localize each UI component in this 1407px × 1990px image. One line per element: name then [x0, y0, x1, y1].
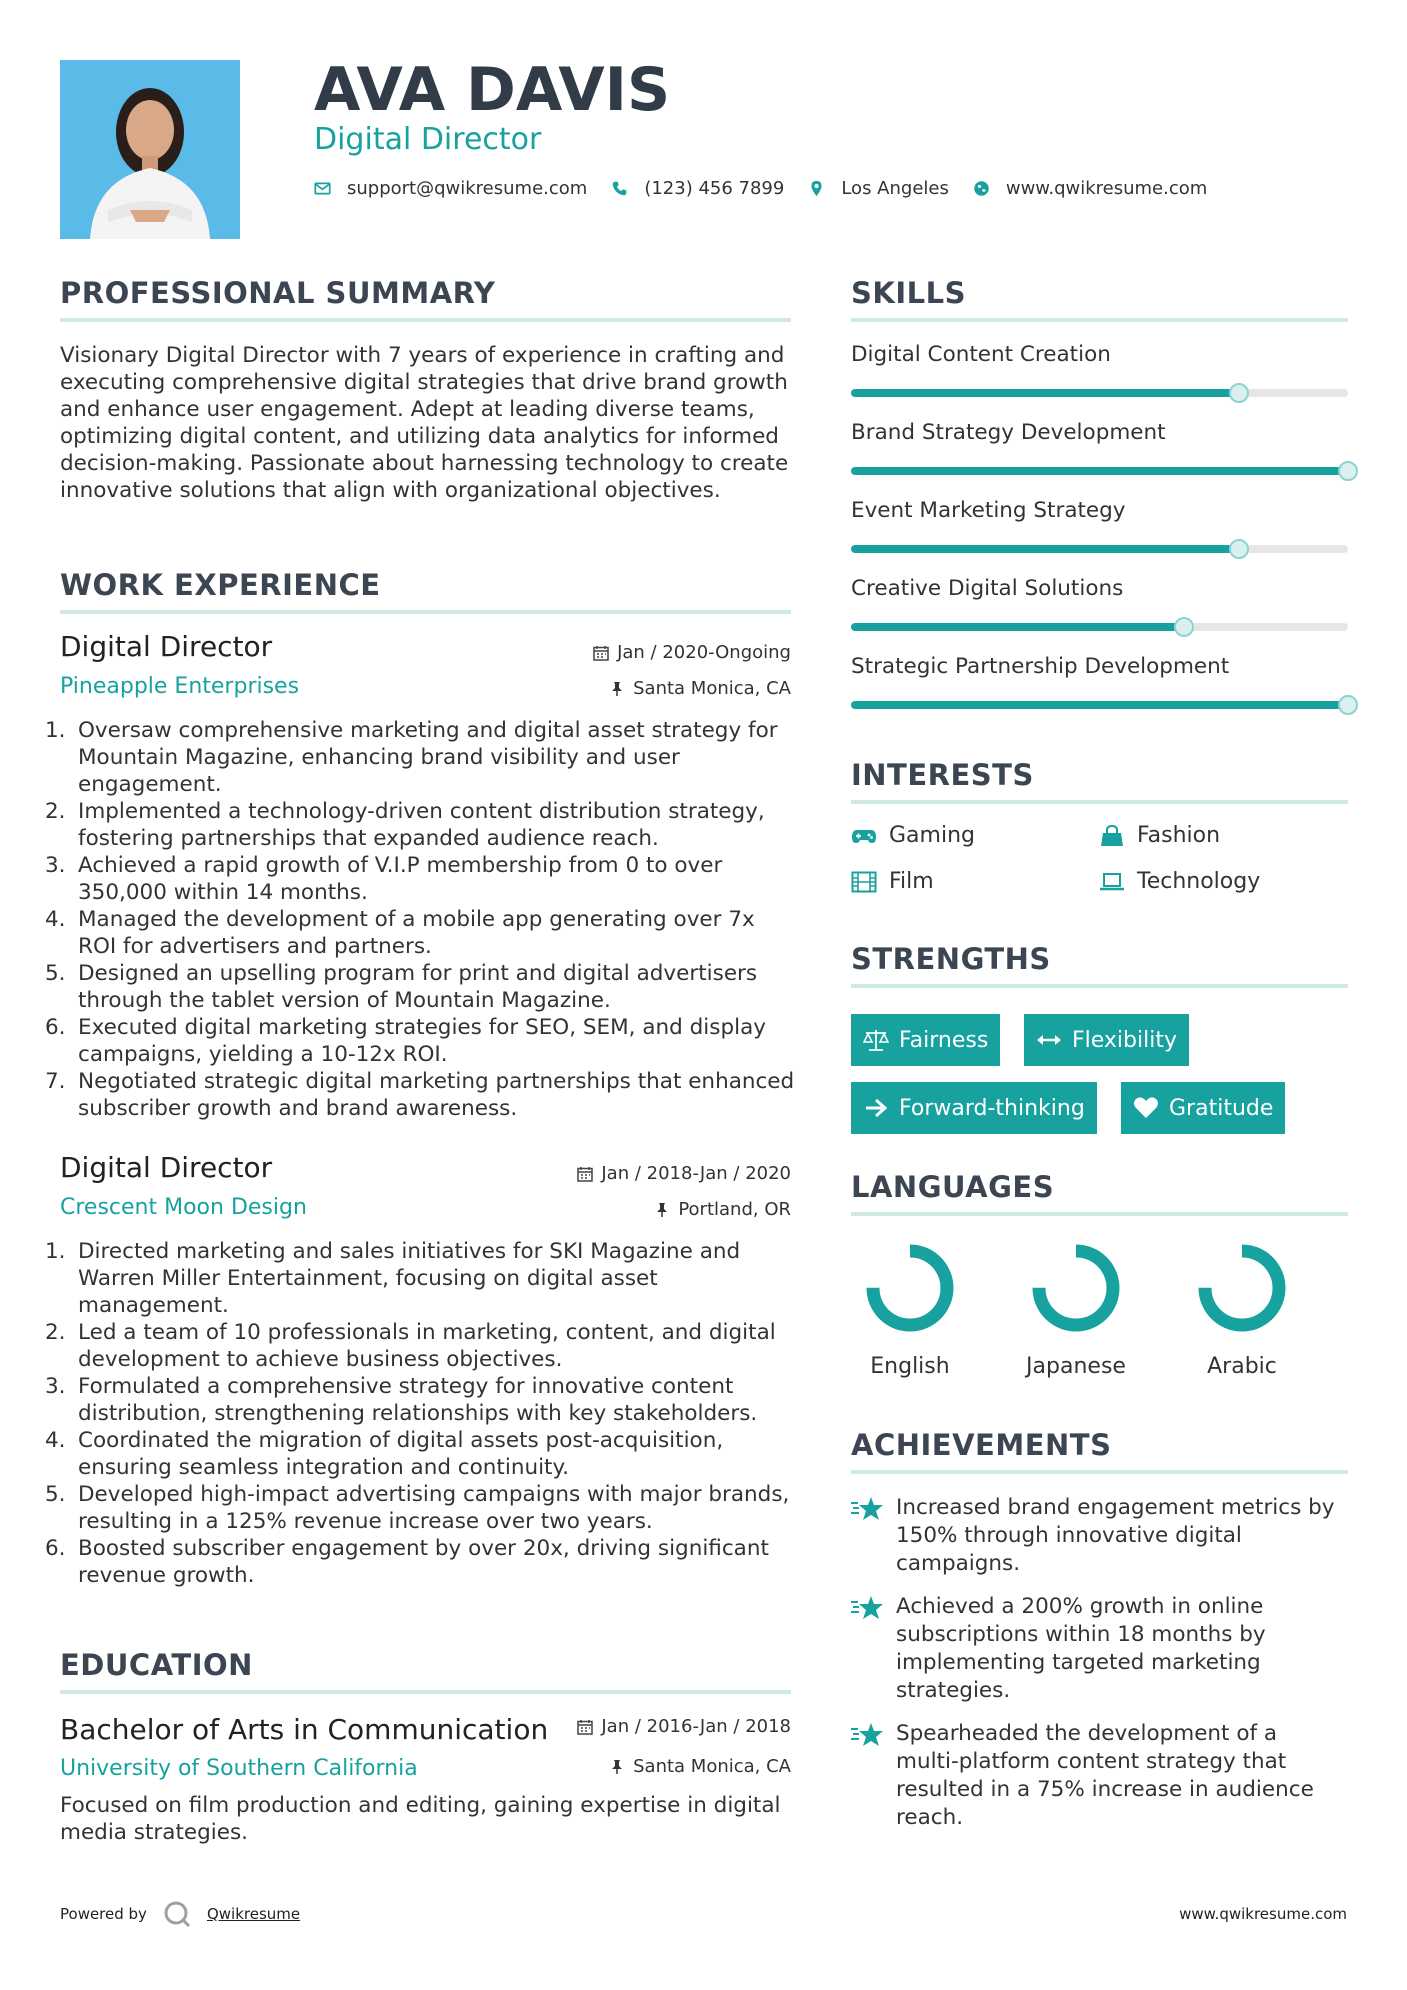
skill-bar-fill	[851, 467, 1348, 475]
job-location	[609, 678, 791, 699]
pushpin-icon	[609, 681, 625, 697]
footer-powered-by	[60, 1898, 300, 1930]
shooting-star-icon	[850, 1593, 884, 1623]
list-item: 5. Developed high-impact advertising campaigns with major brands, resulting in a 125% revenue increase over two years.	[45, 1482, 790, 1534]
list-item: 2. Led a team of 10 professionals in marketing, content, and digital development to achieve business objectives.	[45, 1320, 776, 1372]
list-item: 2. Implemented a technology-driven content distribution strategy, fostering partnerships that expanded audience reach.	[45, 799, 765, 851]
skills-divider	[851, 318, 1348, 322]
skill-bar-knob	[1229, 539, 1249, 559]
skill-label: Strategic Partnership Development	[851, 654, 1230, 679]
summary-divider	[60, 318, 791, 322]
summary-heading: PROFESSIONAL SUMMARY	[60, 276, 496, 310]
list-number: 2.	[45, 1320, 66, 1345]
balance-scale-icon	[863, 1028, 889, 1052]
job-location	[654, 1199, 791, 1220]
contact-location	[808, 178, 949, 199]
list-number: 5.	[45, 961, 66, 986]
skill-bar	[851, 623, 1348, 631]
list-item: 3. Formulated a comprehensive strategy for innovative content distribution, strengthening relationships with key stakeholders.	[45, 1374, 758, 1426]
skill-bar-knob	[1338, 695, 1358, 715]
strength-chip	[1024, 1014, 1189, 1066]
skill-bar	[851, 545, 1348, 553]
film-icon	[851, 871, 877, 893]
list-item: 6. Executed digital marketing strategies for SEO, SEM, and display campaigns, yielding a 10-12x ROI.	[45, 1015, 766, 1067]
interest-item	[1099, 869, 1260, 894]
profile-photo	[60, 60, 240, 239]
list-number: 5.	[45, 1482, 66, 1507]
gamepad-icon	[851, 825, 877, 847]
contact-email-text: support@qwikresume.com	[347, 178, 588, 199]
list-number: 3.	[45, 1374, 66, 1399]
skill-bar-fill	[851, 389, 1239, 397]
map-pin-icon	[808, 180, 825, 197]
language-label: Arabic	[1207, 1354, 1277, 1379]
education-location-text: Santa Monica, CA	[633, 1756, 791, 1777]
skill-label: Brand Strategy Development	[851, 420, 1166, 445]
arrows-horizontal-icon	[1036, 1028, 1062, 1052]
strength-chip	[1121, 1082, 1285, 1134]
pushpin-icon	[654, 1202, 670, 1218]
skill-label: Event Marketing Strategy	[851, 498, 1126, 523]
strength-label: Forward-thinking	[899, 1095, 1085, 1121]
job-dates-text: Jan / 2018-Jan / 2020	[601, 1163, 791, 1184]
calendar-icon	[593, 645, 609, 661]
achievements-heading: ACHIEVEMENTS	[851, 1428, 1112, 1462]
skill-bar	[851, 701, 1348, 709]
achievement-item	[850, 1593, 1340, 1705]
strengths-divider	[851, 984, 1348, 988]
list-number: 4.	[45, 1428, 66, 1453]
school-name: University of Southern California	[60, 1756, 418, 1781]
education-location	[609, 1756, 791, 1777]
achievement-item	[850, 1720, 1340, 1832]
language-label: Japanese	[1026, 1354, 1126, 1379]
job-dates	[593, 642, 791, 663]
qwikresume-logo-icon	[161, 1898, 193, 1930]
footer-website[interactable]: www.qwikresume.com	[1179, 1905, 1347, 1923]
experience-divider	[60, 610, 791, 614]
language-item	[1177, 1242, 1307, 1379]
phone-icon	[611, 180, 628, 197]
brand-link[interactable]: Qwikresume	[206, 1905, 301, 1923]
list-number: 7.	[45, 1069, 66, 1094]
language-item	[845, 1242, 975, 1379]
job-title: Digital Director	[60, 1151, 273, 1184]
education-dates	[577, 1716, 791, 1737]
languages-heading: LANGUAGES	[851, 1170, 1055, 1204]
contact-bar	[314, 178, 1231, 199]
shopping-bag-icon	[1099, 825, 1125, 847]
interest-item	[851, 823, 975, 848]
calendar-icon	[577, 1166, 593, 1182]
contact-phone[interactable]	[611, 178, 784, 199]
skill-label: Creative Digital Solutions	[851, 576, 1124, 601]
list-item: 4. Coordinated the migration of digital assets post-acquisition, ensuring seamless integration and continuity.	[45, 1428, 724, 1480]
list-item: 1. Directed marketing and sales initiatives for SKI Magazine and Warren Miller Entertainment, focusing on digital asset management.	[45, 1239, 741, 1318]
strength-chip	[851, 1014, 1000, 1066]
arrow-right-icon	[863, 1096, 889, 1120]
strengths-heading: STRENGTHS	[851, 942, 1051, 976]
skill-bar-fill	[851, 545, 1239, 553]
list-number: 1.	[45, 718, 66, 743]
job-title: Digital Director	[60, 630, 273, 663]
list-item: 1. Oversaw comprehensive marketing and digital asset strategy for Mountain Magazine, enhancing brand visibility and user engagement.	[45, 718, 778, 797]
education-description: Focused on film production and editing, gaining expertise in digital media strategies.	[60, 1793, 781, 1845]
list-item: 5. Designed an upselling program for print and digital advertisers through the tablet version of Mountain Magazine.	[45, 961, 758, 1013]
skill-bar-knob	[1338, 461, 1358, 481]
strength-chip	[851, 1082, 1097, 1134]
education-heading: EDUCATION	[60, 1648, 253, 1682]
language-gauge	[1196, 1242, 1288, 1334]
list-number: 1.	[45, 1239, 66, 1264]
company-name: Pineapple Enterprises	[60, 674, 300, 699]
interest-label: Film	[889, 869, 934, 894]
company-name: Crescent Moon Design	[60, 1195, 307, 1220]
interests-heading: INTERESTS	[851, 758, 1034, 792]
interest-label: Fashion	[1137, 823, 1221, 848]
language-gauge	[864, 1242, 956, 1334]
calendar-icon	[577, 1719, 593, 1735]
candidate-title: Digital Director	[314, 122, 542, 157]
skill-bar-knob	[1229, 383, 1249, 403]
strength-label: Fairness	[899, 1027, 989, 1053]
list-number: 2.	[45, 799, 66, 824]
achievements-divider	[851, 1470, 1348, 1474]
job-duties-list	[45, 1238, 798, 1589]
list-number: 6.	[45, 1536, 66, 1561]
experience-heading: WORK EXPERIENCE	[60, 568, 381, 602]
heart-icon	[1133, 1096, 1159, 1120]
job-dates-text: Jan / 2020-Ongoing	[617, 642, 791, 663]
interest-label: Gaming	[889, 823, 975, 848]
language-item	[1011, 1242, 1141, 1379]
list-item: 7. Negotiated strategic digital marketing partnerships that enhanced subscriber growth and brand awareness.	[45, 1069, 795, 1121]
interest-label: Technology	[1137, 869, 1261, 894]
languages-divider	[851, 1212, 1348, 1216]
skill-bar-fill	[851, 701, 1348, 709]
achievement-text: Increased brand engagement metrics by 150% through innovative digital campaigns.	[896, 1495, 1335, 1576]
degree-title: Bachelor of Arts in Communication	[60, 1713, 549, 1746]
list-item: 4. Managed the development of a mobile app generating over 7x ROI for advertisers and partners.	[45, 907, 755, 959]
summary-text: Visionary Digital Director with 7 years of experience in crafting and executing comprehensive digital strategies that drive brand growth and enhance user engagement. Adept at leading diverse teams, optimizing digital content, and utilizing data analytics for informed decision-making. Passionate about harnessing technology to create innovative solutions that align with organizational objectives.	[60, 343, 789, 503]
strength-label: Gratitude	[1169, 1095, 1274, 1121]
skill-label: Digital Content Creation	[851, 342, 1111, 367]
contact-website[interactable]	[973, 178, 1207, 199]
achievement-item	[850, 1494, 1340, 1578]
list-number: 3.	[45, 853, 66, 878]
interest-item	[1099, 823, 1220, 848]
contact-website-text: www.qwikresume.com	[1005, 178, 1208, 199]
language-gauge	[1030, 1242, 1122, 1334]
job-location-text: Santa Monica, CA	[633, 678, 791, 699]
education-dates-text: Jan / 2016-Jan / 2018	[601, 1716, 791, 1737]
achievement-text: Achieved a 200% growth in online subscriptions within 18 months by implementing targeted marketing strategies.	[896, 1594, 1266, 1703]
interest-item	[851, 869, 934, 894]
list-item: 3. Achieved a rapid growth of V.I.P membership from 0 to over 350,000 within 14 months.	[45, 853, 723, 905]
achievement-text: Spearheaded the development of a multi-platform content strategy that resulted in a 75% increase in audience reach.	[896, 1721, 1314, 1830]
contact-email[interactable]	[314, 178, 587, 199]
envelope-icon	[314, 180, 331, 197]
list-number: 6.	[45, 1015, 66, 1040]
pushpin-icon	[609, 1759, 625, 1775]
powered-by-label: Powered by	[60, 1905, 147, 1923]
language-label: English	[870, 1354, 950, 1379]
skills-heading: SKILLS	[851, 276, 966, 310]
interests-divider	[851, 800, 1348, 804]
education-divider	[60, 1690, 791, 1694]
list-item: 6. Boosted subscriber engagement by over 20x, driving significant revenue growth.	[45, 1536, 769, 1588]
skill-bar	[851, 467, 1348, 475]
shooting-star-icon	[850, 1720, 884, 1750]
laptop-icon	[1099, 871, 1125, 893]
list-number: 4.	[45, 907, 66, 932]
skill-bar-knob	[1174, 617, 1194, 637]
globe-icon	[973, 180, 990, 197]
shooting-star-icon	[850, 1494, 884, 1524]
skill-bar-fill	[851, 623, 1184, 631]
skill-bar	[851, 389, 1348, 397]
person-portrait-icon	[60, 60, 240, 239]
contact-location-text: Los Angeles	[841, 178, 949, 199]
strength-label: Flexibility	[1072, 1027, 1177, 1053]
candidate-name: AVA DAVIS	[314, 55, 671, 125]
job-dates	[577, 1163, 791, 1184]
job-location-text: Portland, OR	[678, 1199, 791, 1220]
contact-phone-text: (123) 456 7899	[644, 178, 785, 199]
job-duties-list	[45, 717, 798, 1122]
